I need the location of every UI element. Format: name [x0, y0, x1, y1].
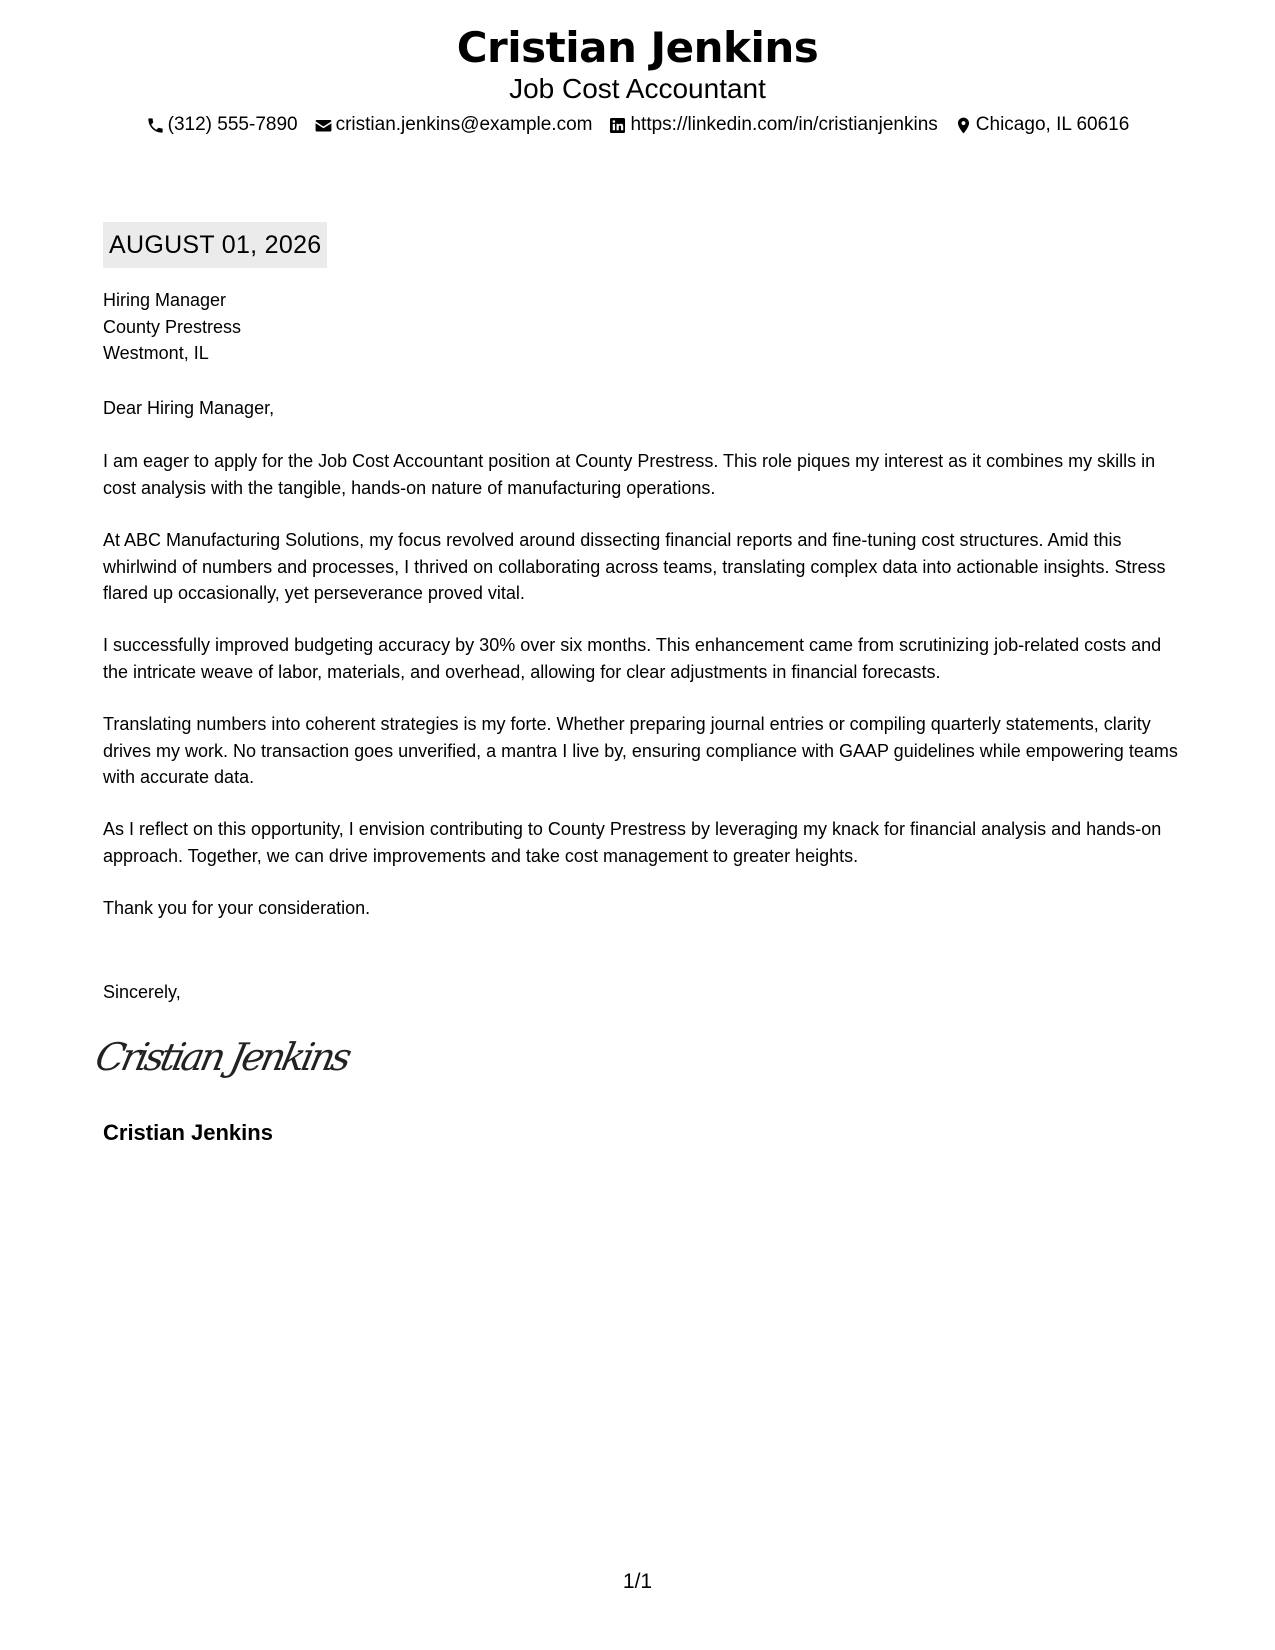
email-text[interactable]: cristian.jenkins@example.com	[335, 114, 593, 135]
phone-icon	[146, 116, 165, 135]
closing: Sincerely,	[103, 982, 181, 1002]
handwritten-signature	[91, 1030, 370, 1095]
letter-date: AUGUST 01, 2026	[103, 222, 327, 268]
signed-name: Cristian Jenkins	[103, 1120, 273, 1145]
letter-header	[0, 20, 1275, 138]
contact-linkedin[interactable]	[608, 112, 937, 138]
map-marker-icon	[954, 116, 973, 135]
envelope-icon	[314, 116, 333, 135]
contact-bar	[0, 112, 1275, 138]
linkedin-text[interactable]: https://linkedin.com/in/cristianjenkins	[630, 114, 938, 135]
linkedin-icon	[608, 116, 627, 135]
recipient-block	[103, 287, 1175, 367]
salutation: Dear Hiring Manager,	[103, 398, 275, 418]
job-title: Job Cost Accountant	[509, 73, 766, 104]
body-paragraph-2: At ABC Manufacturing Solutions, my focus revolved around dissecting financial reports and fine-tuning cost structures. Amid this whirlwind of numbers and processes, I thrived on collaborating across teams, translating complex data into actionable insights. Stress flared up occasionally, yet perseverance proved vital.	[103, 530, 1166, 603]
recipient-name: Hiring Manager	[103, 290, 227, 310]
contact-phone	[146, 112, 298, 138]
body-paragraph-3: I successfully improved budgeting accuracy by 30% over six months. This enhancement came from scrutinizing job-related costs and the intricate weave of labor, materials, and overhead, allowing for clear adjustments in financial forecasts.	[103, 635, 1162, 682]
location-text: Chicago, IL 60616	[975, 114, 1130, 135]
contact-email[interactable]	[314, 112, 593, 138]
page-indicator: 1/1	[622, 1570, 653, 1593]
recipient-location: Westmont, IL	[103, 343, 209, 363]
body-paragraph-1: I am eager to apply for the Job Cost Accountant position at County Prestress. This role piques my interest as it combines my skills in cost analysis with the tangible, hands-on nature of manufacturing operations.	[103, 451, 1156, 498]
phone-text: (312) 555-7890	[167, 114, 298, 135]
body-paragraph-5: As I reflect on this opportunity, I envision contributing to County Prestress by leveraging my knack for financial analysis and hands-on approach. Together, we can drive improvements and take cost management to greater heights.	[103, 819, 1162, 866]
body-paragraph-4: Translating numbers into coherent strategies is my forte. Whether preparing journal entries or compiling quarterly statements, clarity drives my work. No transaction goes unverified, a mantra I live by, ensuring compliance with GAAP guidelines while empowering teams with accurate data.	[103, 714, 1178, 787]
body-paragraph-6: Thank you for your consideration.	[103, 898, 371, 918]
recipient-company: County Prestress	[103, 316, 242, 337]
signature-glyphs: Cristian Jenkins	[91, 1035, 356, 1080]
applicant-name: Cristian Jenkins	[456, 23, 819, 72]
contact-location	[954, 112, 1130, 138]
